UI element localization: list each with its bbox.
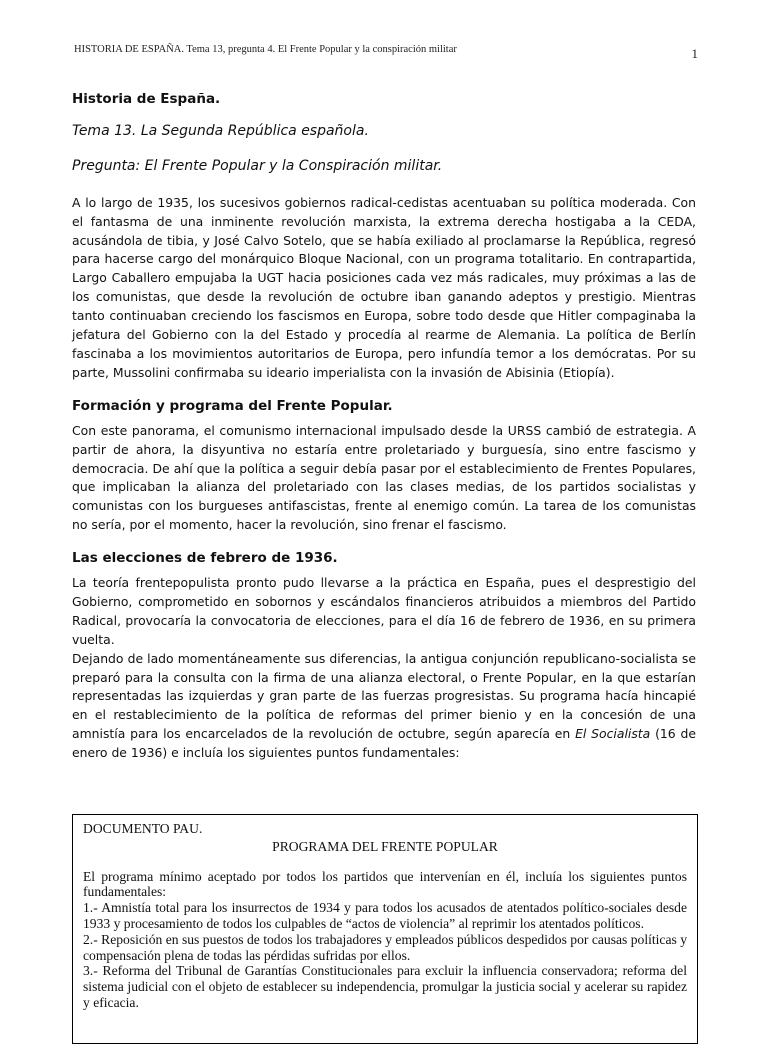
document-title: Historia de España. [72, 91, 221, 107]
documento-pau-box [72, 814, 698, 1044]
box-label: DOCUMENTO PAU. [83, 821, 203, 836]
program-point-2: 2.- Reposición en sus puestos de todos los trabajadores y empleados públicos despedidos por causas políticas y compensación plena de todas las pérdidas sufridas por ellos. [83, 931, 687, 963]
elecciones-paragraph-2 [72, 650, 696, 763]
elecciones-text-before: Dejando de lado momentáneamente sus diferencias, la antigua conjunción republicano-socialista se preparó para la consulta con la firma de una alianza electoral, o Frente Popular, en la que estarían representadas las izquierdas y gran parte de las fuerzas progresistas. Su programa hacía hincapié en el restablecimiento de la política de reformas del primer bienio y en la concesión de una amnistía para los encarcelados de la revolución de octubre, según aparecía en [72, 650, 696, 742]
elecciones-paragraph-1: La teoría frentepopulista pronto pudo llevarse a la práctica en España, pues el desprestigio del Gobierno, comprometido en sobornos y escándalos financieros atribuidos a miembros del Partido Radical, provocaría la convocatoria de elecciones, para el día 16 de febrero de 1936, en su primera vuelta. [72, 575, 696, 647]
program-point-1: 1.- Amnistía total para los insurrectos de 1934 y para todos los acusados de atentados político-sociales desde 1933 y procesamiento de todos los culpables de “actos de violencia” al reprimir los atentados políticos. [83, 900, 687, 931]
box-intro: El programa mínimo aceptado por todos los partidos que intervenían en él, incluía los siguientes puntos fundamentales: [83, 868, 687, 900]
document-body [72, 90, 696, 763]
intro-paragraph: A lo largo de 1935, los sucesivos gobiernos radical-cedistas acentuaban su política moderada. Con el fantasma de una inminente revolución marxista, la extrema derecha hostigaba a la CEDA, acusándola de tibia, y José Calvo Sotelo, que se había exiliado al proclamarse la República, regresó para hacerse cargo del monárquico Bloque Nacional, con un programa totalitario. En contrapartida, Largo Caballero empujaba la UGT hacia posiciones cada vez más radicales, muy próximas a las de los comunistas, que desde la revolución de octubre iban ganando adeptos y prestigio. Mientras tanto continuaban creciendo los fascismos en Europa, sobre todo desde que Hitler compaginaba la jefatura del Gobierno con la del Estado y procedía al rearme de Alemania. La política de Berlín fascinaba a los movimientos autoritarios de Europa, pero infundía temor a los demócratas. Por su parte, Mussolini confirmaba su ideario imperialista con la invasión de Abisinia (Etiopía). [72, 194, 696, 380]
page-number: 1 [691, 46, 698, 61]
running-title: HISTORIA DE ESPAÑA. Tema 13, pregunta 4. El Frente Popular y la conspiración militar [74, 44, 457, 55]
running-header [74, 44, 698, 61]
program-point-3: 3.- Reforma del Tribunal de Garantías Constitucionales para excluir la influencia conservadora; reforma del sistema judicial con el objeto de establecer su independencia, promulgar la justicia social y acelerar su rapidez y eficacia. [83, 963, 687, 1010]
question-subtitle: Pregunta: El Frente Popular y la Conspiración militar. [72, 157, 443, 174]
elecciones-text-after: (16 de enero de 1936) e incluía los siguientes puntos fundamentales: [72, 726, 697, 761]
theme-subtitle: Tema 13. La Segunda República española. [72, 122, 369, 139]
box-title: PROGRAMA DEL FRENTE POPULAR [272, 838, 498, 854]
frente-popular-paragraph: Con este panorama, el comunismo internacional impulsado desde la URSS cambió de estrategia. A partir de ahora, la disyuntiva no estaría entre proletariado y burguesía, sino entre fascismo y democracia. De ahí que la política a seguir debía pasar por el establecimiento de Frentes Populares, que implicaban la alianza del proletariado con las clases medias, de los partidos socialistas y comunistas con los burgueses antifascistas, frente al enemigo común. La tarea de los comunistas no sería, por el momento, hacer la revolución, sino frenar el fascismo. [72, 422, 696, 533]
section-heading-frente-popular: Formación y programa del Frente Popular. [72, 397, 393, 414]
section-heading-elecciones: Las elecciones de febrero de 1936. [72, 550, 338, 567]
el-socialista-citation: El Socialista [575, 726, 651, 742]
